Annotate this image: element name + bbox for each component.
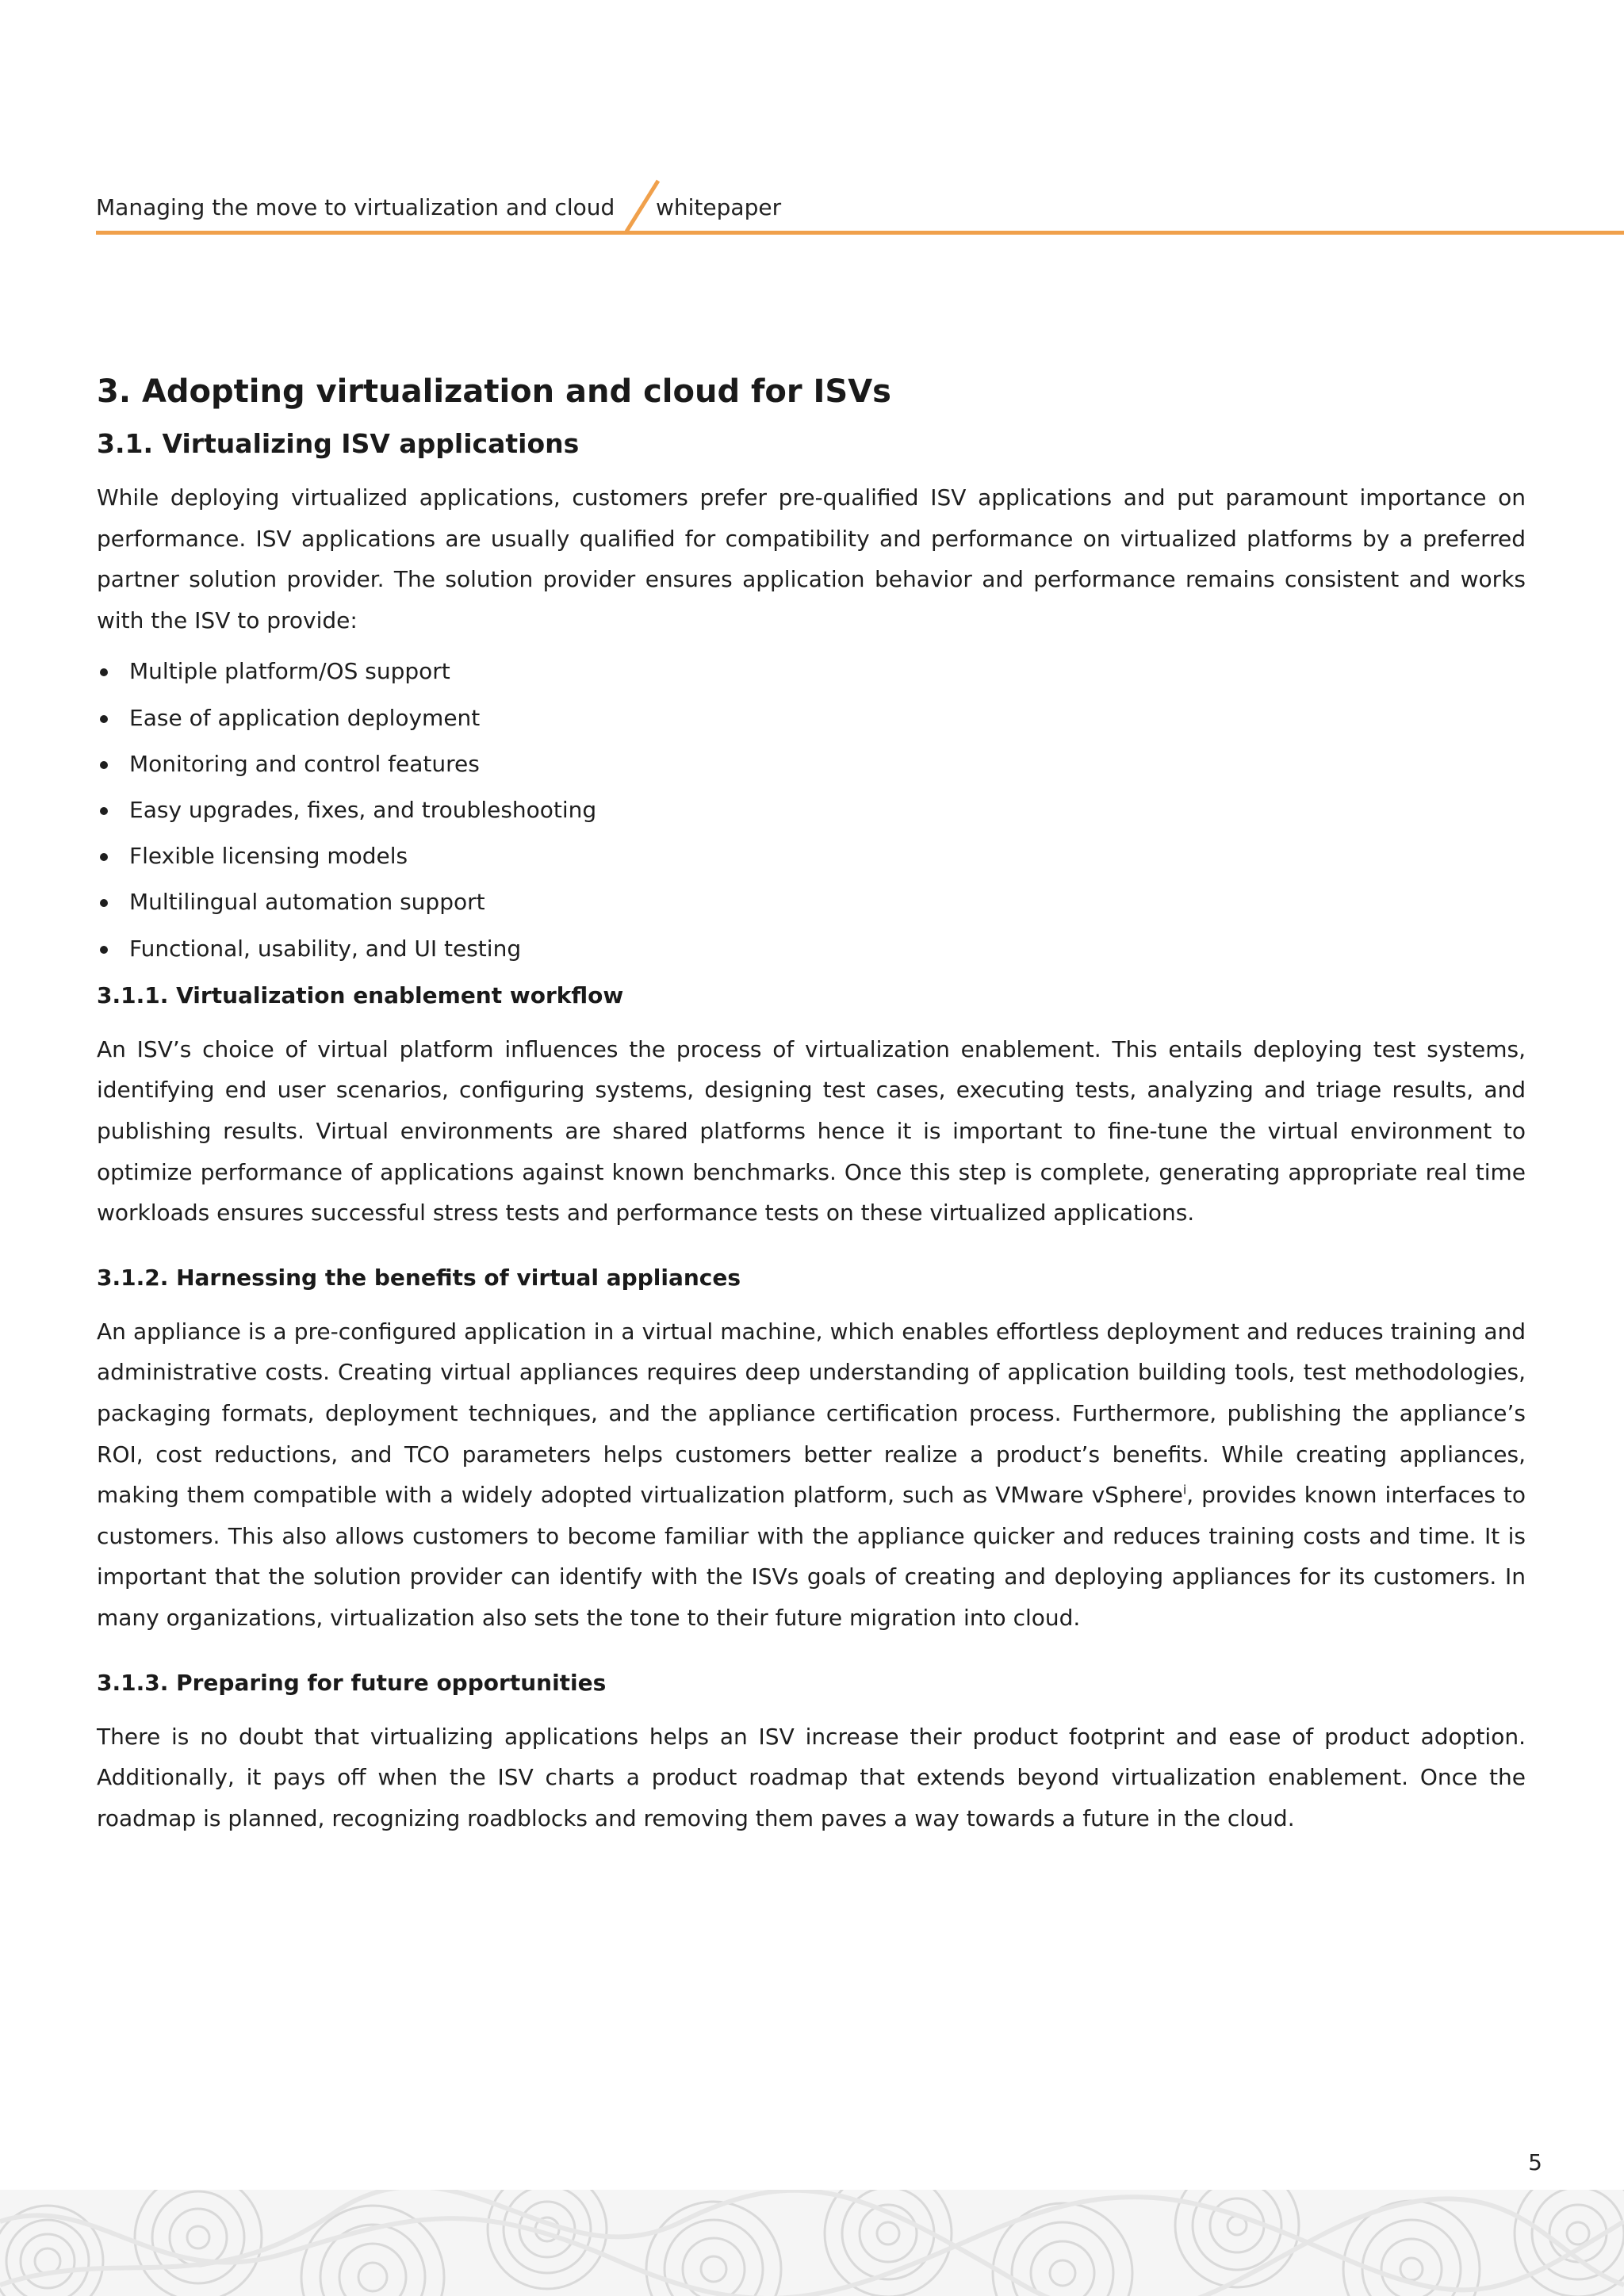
list-item: Easy upgrades, fixes, and troubleshooting <box>97 787 1526 833</box>
list-item: Multilingual automation support <box>97 879 1526 925</box>
list-item: Monitoring and control features <box>97 741 1526 787</box>
page-number: 5 <box>1528 2149 1542 2175</box>
header-accent-rule <box>96 231 1624 235</box>
main-content <box>97 369 1526 1839</box>
subsection-heading: 3.1. Virtualizing ISV applications <box>97 428 580 459</box>
intro-paragraph: While deploying virtualized applications, customers prefer pre-qualified ISV applications and put paramount importance on performance. ISV applications are usually qualified for compatibility and performance on virtualized platforms by a preferred partner solution provider. The solution provider ensures application behavior and performance remains consistent and works with the ISV to provide: <box>97 484 1526 633</box>
decorative-footer-pattern <box>0 2190 1624 2296</box>
workflow-paragraph: An ISV’s choice of virtual platform influences the process of virtualization enablement. This entails deploying test systems, identifying end user scenarios, configuring systems, designing test cases, executing tests, analyzing and triage results, and publishing results. Virtual environments are shared platforms hence it is important to fine-tune the virtual environment to optimize performance of applications against known benchmarks. Once this step is complete, generating appropriate real time workloads ensures successful stress tests and performance tests on these virtualized applications. <box>97 1035 1526 1226</box>
header-slash-divider <box>619 178 674 235</box>
list-item: Multiple platform/OS support <box>97 649 1526 695</box>
appliances-paragraph <box>97 1311 1526 1639</box>
document-type-label: whitepaper <box>656 194 782 220</box>
isv-support-list <box>97 649 1526 971</box>
footnote-marker[interactable]: i <box>1182 1482 1187 1498</box>
appliances-text-part2: , provides known interfaces to customers. This also allows customers to become familiar with the appliance quicker and reduces training costs and time. It is important that the solution provider can identify with the ISVs goals of creating and deploying appliances for its customers. In many organizations, virtualization also sets the tone to their future migration into cloud. <box>97 1482 1526 1631</box>
subsubsection-heading-appliances: 3.1.2. Harnessing the benefits of virtual appliances <box>97 1264 741 1291</box>
section-heading: 3. Adopting virtualization and cloud for ISVs <box>97 373 891 410</box>
list-item: Flexible licensing models <box>97 833 1526 879</box>
list-item: Ease of application deployment <box>97 695 1526 741</box>
future-paragraph: There is no doubt that virtualizing applications helps an ISV increase their product footprint and ease of product adoption. Additionally, it pays off when the ISV charts a product roadmap that extends beyond virtualization enablement. Once the roadmap is planned, recognizing roadblocks and removing them paves a way towards a future in the cloud. <box>97 1723 1526 1831</box>
appliances-text-part1: An appliance is a pre-configured application in a virtual machine, which enables effortless deployment and reduces training and administrative costs. Creating virtual appliances requires deep understanding of application building tools, test methodologies, packaging formats, deployment techniques, and the appliance certification process. Furthermore, publishing the appliance’s ROI, cost reductions, and TCO parameters helps customers better realize a product’s benefits. While creating appliances, making them compatible with a widely adopted virtualization platform, such as VMware vSphere <box>97 1318 1526 1509</box>
subsubsection-heading-workflow: 3.1.1. Virtualization enablement workflow <box>97 982 624 1008</box>
list-item: Functional, usability, and UI testing <box>97 926 1526 972</box>
document-title: Managing the move to virtualization and cloud <box>96 194 615 220</box>
subsubsection-heading-future: 3.1.3. Preparing for future opportunities <box>97 1669 607 1696</box>
